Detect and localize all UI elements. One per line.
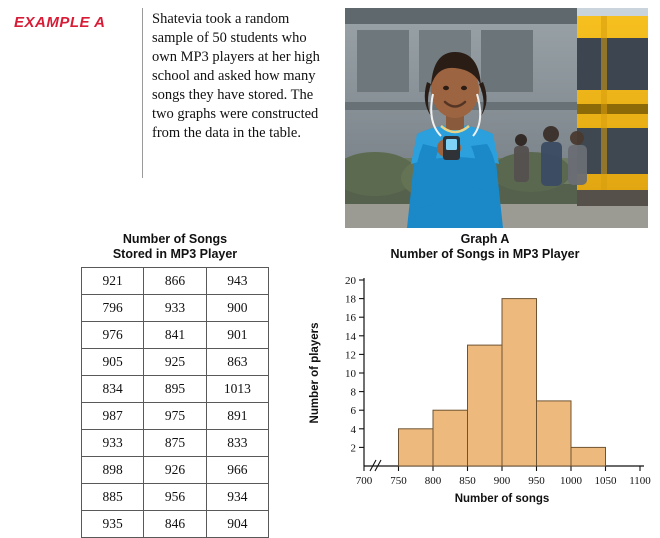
x-tick-label: 750 — [390, 475, 407, 487]
table-cell: 933 — [82, 430, 144, 457]
songs-table-body — [82, 268, 269, 538]
histogram-graph — [300, 266, 652, 516]
table-cell: 891 — [206, 403, 268, 430]
table-row — [82, 511, 269, 538]
problem-prompt: Shatevia took a random sample of 50 students who own MP3 players at her high school and asked how many songs they have stored. The two graphs were constructed from the data in the table. — [152, 11, 320, 141]
table-row — [82, 322, 269, 349]
table-cell: 901 — [206, 322, 268, 349]
histogram-bar — [468, 345, 503, 466]
student-photo — [345, 8, 648, 228]
table-row — [82, 295, 269, 322]
table-cell: 1013 — [206, 376, 268, 403]
table-row — [82, 349, 269, 376]
y-tick-label: 16 — [345, 312, 356, 325]
table-caption-line2: Stored in MP3 Player — [112, 247, 238, 261]
table-cell: 966 — [206, 457, 268, 484]
table-cell: 885 — [82, 484, 144, 511]
y-axis-label: Number of players — [309, 322, 321, 424]
table-cell: 976 — [82, 322, 144, 349]
table-cell: 900 — [206, 295, 268, 322]
table-cell: 933 — [144, 295, 206, 322]
x-tick-label: 1050 — [594, 475, 617, 487]
x-axis-label: Number of songs — [454, 493, 550, 505]
table-cell: 975 — [144, 403, 206, 430]
table-row — [82, 268, 269, 295]
x-tick-label: 1100 — [629, 475, 651, 487]
table-row — [82, 484, 269, 511]
x-tick-label: 950 — [528, 475, 545, 487]
songs-table — [81, 267, 269, 538]
y-tick-label: 14 — [345, 330, 356, 343]
table-row — [82, 376, 269, 403]
table-cell: 904 — [206, 511, 268, 538]
y-tick-label: 8 — [350, 386, 356, 399]
y-tick-label: 6 — [350, 405, 356, 418]
table-cell: 846 — [144, 511, 206, 538]
table-cell: 935 — [82, 511, 144, 538]
table-cell: 925 — [144, 349, 206, 376]
table-cell: 796 — [82, 295, 144, 322]
example-label: EXAMPLE A — [14, 14, 106, 31]
y-tick-label: 2 — [350, 442, 356, 455]
histogram-bar — [502, 299, 537, 466]
table-cell: 841 — [144, 322, 206, 349]
y-tick-label: 18 — [345, 293, 356, 306]
table-caption-line1: Number of Songs — [122, 232, 228, 246]
histogram-bar — [537, 401, 572, 466]
histogram-bar — [571, 447, 606, 466]
y-tick-label: 12 — [345, 349, 356, 362]
table-cell: 921 — [82, 268, 144, 295]
vertical-divider — [142, 8, 143, 178]
table-caption — [80, 232, 270, 262]
x-tick-label: 900 — [493, 475, 511, 487]
table-cell: 863 — [206, 349, 268, 376]
table-cell: 866 — [144, 268, 206, 295]
y-tick-label: 4 — [350, 423, 356, 436]
table-cell: 833 — [206, 430, 268, 457]
table-cell: 895 — [144, 376, 206, 403]
histogram-bar — [433, 410, 468, 466]
table-cell: 956 — [144, 484, 206, 511]
table-cell: 926 — [144, 457, 206, 484]
table-row — [82, 430, 269, 457]
graph-title-line2: Number of Songs in MP3 Player — [390, 247, 580, 261]
x-tick-label: 850 — [459, 475, 476, 487]
table-cell: 834 — [82, 376, 144, 403]
x-tick-label: 800 — [424, 475, 442, 487]
y-tick-label: 20 — [345, 275, 356, 287]
table-cell: 898 — [82, 457, 144, 484]
table-cell: 943 — [206, 268, 268, 295]
table-cell: 905 — [82, 349, 144, 376]
table-row — [82, 403, 269, 430]
graph-title — [330, 232, 640, 262]
table-row — [82, 457, 269, 484]
table-cell: 934 — [206, 484, 268, 511]
table-cell: 987 — [82, 403, 144, 430]
histogram-bar — [399, 429, 434, 466]
x-tick-label: 1000 — [560, 475, 582, 487]
x-tick-label: 700 — [355, 475, 373, 487]
y-tick-label: 10 — [345, 368, 356, 380]
table-cell: 875 — [144, 430, 206, 457]
graph-title-line1: Graph A — [460, 232, 510, 246]
